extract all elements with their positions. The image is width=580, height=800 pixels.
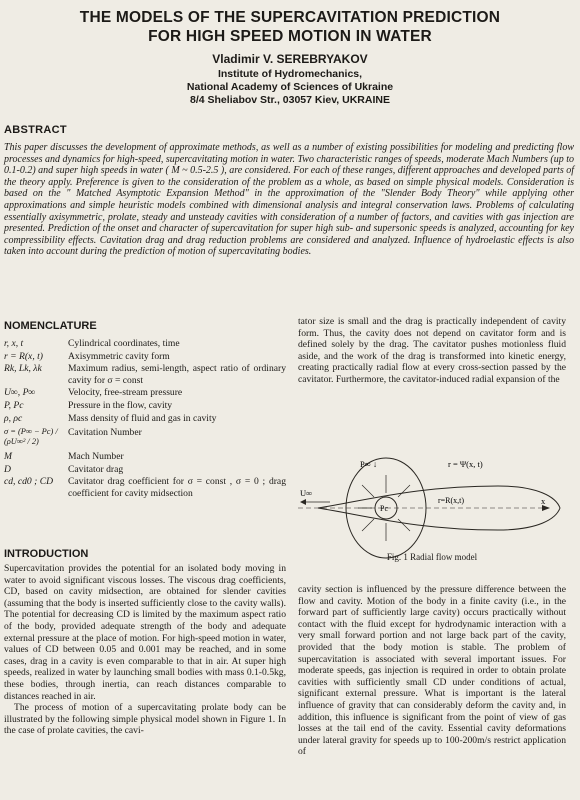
nomenclature-symbol: r = R(x, t)	[4, 350, 43, 362]
nomenclature-definition: Cavitation Number	[68, 426, 142, 438]
nomenclature-definition: Pressure in the flow, cavity	[68, 400, 173, 412]
nomenclature-row	[4, 363, 286, 385]
radial-flow-figure	[298, 457, 566, 567]
intro-paragraph-1: Supercavitation provides the potential for an isolated body moving in water to avoid significant viscous losses. The viscous drag coefficients, CD, based on cavity midsection, are obtained for slender cavities (assuming that the body is inserted sufficiently close to the cavity walls). The potential for decreasing CD is limited by the maximum aspect ratio of the body, provided adequate strength of the body and adequate external pressure at the place of motion. For high-speed motion in water, values of CD between 0.05 and 0.001 may be reached, and in some cases, drag in a cavity is even comparable to that in air. At super high speeds, realized in water by launching small bodies with mass 0.1-0.5kg, these bodies, through inertia, can reach distances comparable to distances reached in air.	[4, 563, 286, 702]
nomenclature-definition: Cylindrical coordinates, time	[68, 338, 180, 349]
nomenclature-symbol: r, x, t	[4, 338, 24, 349]
author-name: Vladimir V. SEREBRYAKOV	[212, 52, 368, 66]
nomenclature-definition: Mass density of fluid and gas in cavity	[68, 412, 217, 424]
affiliation-line-2: National Academy of Sciences of Ukraine	[186, 81, 394, 93]
nomenclature-row	[4, 413, 286, 424]
nomenclature-heading: NOMENCLATURE	[4, 320, 97, 332]
figure-label-psi: r = Ψ(x, t)	[448, 459, 483, 469]
right-column-top-text: tator size is small and the drag is practically independent of cavity form. Thus, the cavity does not depend on cavitator form and is defined solely by the drag. The cavitator pushes motionless fluid aside, and the work of the drag is transformed into kinetic energy, creating practically radial flow at every cross-section passed by the cavitator. Furthermore, the cavitator-induced radial expansion of the	[298, 316, 566, 385]
figure-label-x: x	[541, 496, 546, 506]
nomenclature-row	[4, 351, 286, 362]
title-line-1: THE MODELS OF THE SUPERCAVITATION PREDICTION	[79, 9, 501, 26]
nomenclature-row	[4, 387, 286, 398]
nomenclature-symbol: ρ, ρc	[4, 412, 23, 424]
nomenclature-row	[4, 476, 286, 498]
nomenclature-row	[4, 451, 286, 462]
nomenclature-symbol: Rk, Lk, λk	[4, 363, 42, 375]
nomenclature-definition: Maximum radius, semi-length, aspect ratio of ordinary cavity for σ = const	[68, 363, 286, 386]
nomenclature-definition: Cavitator drag	[68, 463, 124, 475]
paper-title	[20, 8, 560, 46]
velocity-arrowhead	[300, 499, 306, 505]
intro-paragraph-2: The process of motion of a supercavitating prolate body can be illustrated by the following simple physical model shown in Figure 1. In the case of prolate cavities, the cavi-	[4, 702, 286, 737]
nomenclature-symbol: P, Pc	[4, 400, 24, 412]
figure-label-r: r=R(x,t)	[438, 496, 465, 505]
nomenclature-symbol: cd, cd0 ; CD	[4, 476, 54, 488]
title-line-2: FOR HIGH SPEED MOTION IN WATER	[148, 28, 432, 45]
affiliation-line-3: 8/4 Sheliabov Str., 03057 Kiev, UKRAINE	[190, 94, 390, 106]
right-column-bottom-text: cavity section is influenced by the pressure difference between the flow and cavity. Motion of the body in a finite cavity (i.e., in the forward part of sufficiently large cavity) occurs practically without contact with the fluid except for hydrodynamic interaction with a very small forward portion and not large back part of the cavity, provided that the body motion is stable. The problem of supercavitation is associated with several important issues. For moderate speeds, gas injection is required in order to obtain prolate cavities with sufficiently small CD under conditions of actual, significant external pressure. What is important is the lateral influence of gravity that can considerably deform the cavity and, in addition, this influence is significant from the point of view of gas losses at the tail end of the cavity. Essential cavity deformations under lateral gravity for speeds up to 100-200m/s restrict application of	[298, 584, 566, 758]
figure-label-pinf: P∞ ↓	[360, 459, 378, 469]
abstract-heading: ABSTRACT	[4, 124, 67, 136]
nomenclature-row	[4, 338, 286, 349]
figure-label-u: U∞	[300, 488, 313, 498]
figure-label-pc: Pc	[380, 504, 388, 513]
nomenclature-definition: Axisymmetric cavity form	[68, 350, 170, 362]
nomenclature-symbol: U∞, P∞	[4, 387, 36, 399]
nomenclature-row	[4, 427, 286, 447]
nomenclature-row	[4, 400, 286, 411]
nomenclature-symbol: D	[4, 463, 11, 475]
nomenclature-symbol: σ = (P∞ − Pc) / (ρU∞² / 2)	[4, 426, 58, 446]
nomenclature-row	[4, 464, 286, 475]
abstract-text: This paper discusses the development of approximate methods, as well as a number of existing possibilities for modeling and predicting flow processes and dynamics for high-speed, supercavitating motion in water. Two characteristic ranges of speeds, moderate Mach Numbers (up to 0.1-0.2) and super high speeds in water ( M ~ 0.5-2.5 ), are considered. For each of these ranges, different approaches and developed parts of the theory apply. Preference is given to the consideration of the problem as a whole, as based on simple physical models. Consideration is based on the " Matched Asymptotic Expansion Method" in the approximation of the "Slender Body Theory" while applying other approximations and simple heuristic models combined with dimensional analysis and integral conservation laws. Problems of calculating essentially axisymmetric, prolate, steady and unsteady cavities with consideration of a number of factors, and cavities with gas injection are presented. Prediction of the onset and character of supercavitation for super high sub- and supersonic speeds is analyzed, accounting for key compressibility effects. Cavitation drag and drag reduction problems are considered and analyzed. Influence of hydroelastic effects is also taken into account during the prediction of motion of supercavitating bodies.	[4, 142, 574, 258]
nomenclature-definition: Velocity, free-stream pressure	[68, 387, 183, 399]
nomenclature-definition: Cavitator drag coefficient for σ = const , σ = 0 ; drag coefficient for cavity midsection	[68, 476, 286, 499]
affiliation-line-1: Institute of Hydromechanics,	[217, 68, 363, 80]
nomenclature-definition: Mach Number	[68, 450, 124, 462]
nomenclature-list	[4, 338, 286, 500]
figure-caption: Fig. 1 Radial flow model	[386, 552, 478, 562]
nomenclature-symbol: M	[4, 450, 12, 462]
introduction-heading: INTRODUCTION	[4, 548, 89, 560]
introduction-body	[4, 563, 286, 737]
